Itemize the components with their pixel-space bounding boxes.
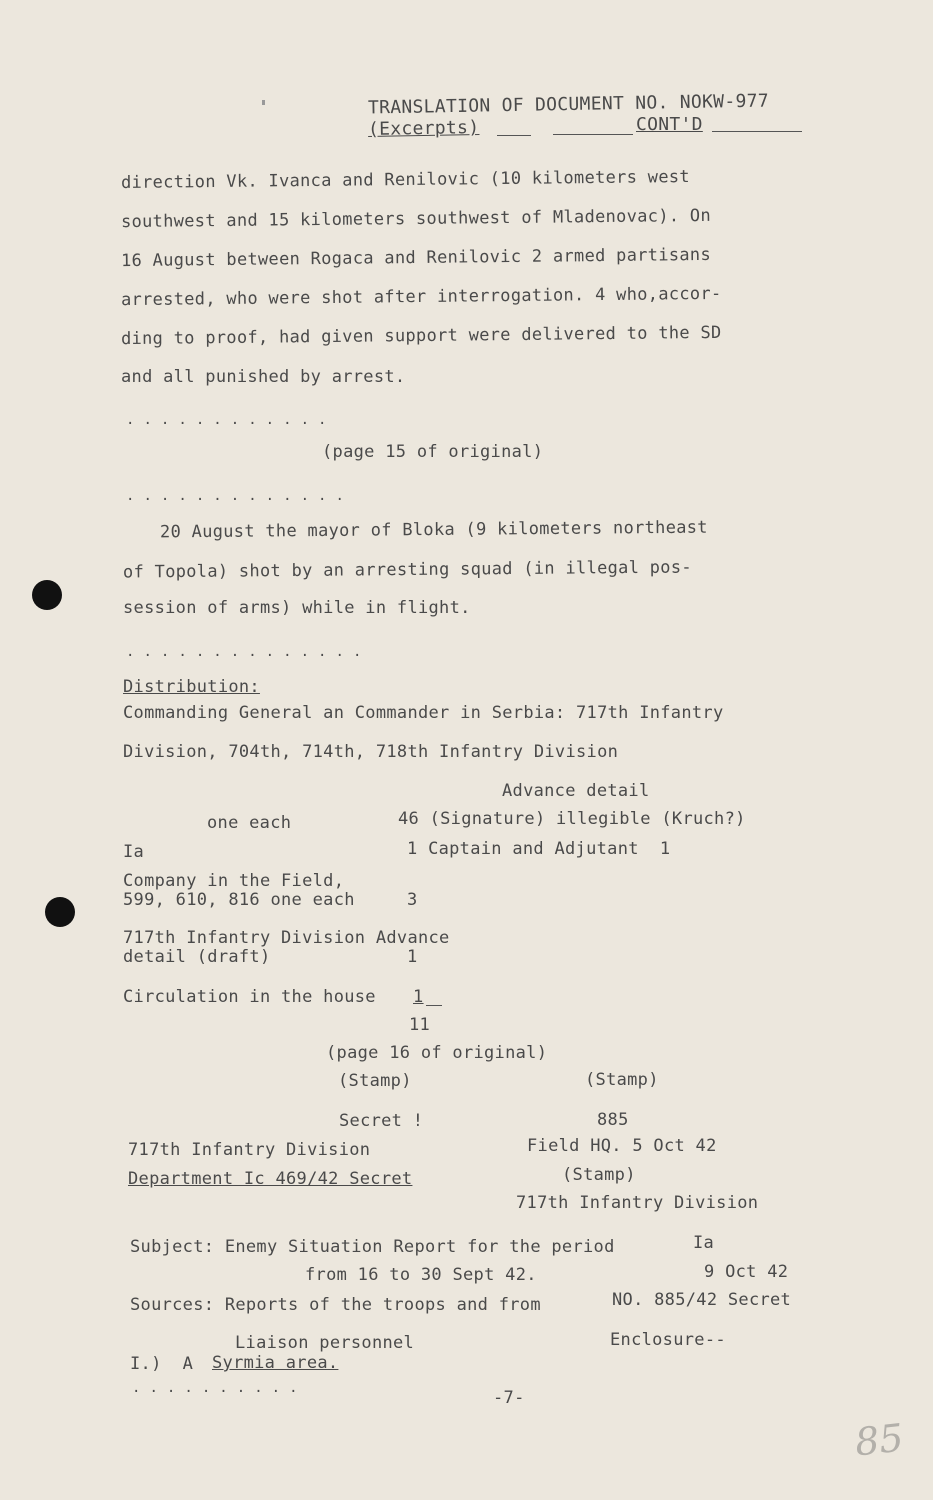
ia-label: Ia <box>123 842 145 862</box>
header-rule-1 <box>497 135 531 136</box>
circulation-count: 1 <box>413 987 424 1007</box>
handwritten-number: 85 <box>852 1415 906 1465</box>
sum-rule <box>426 1005 442 1006</box>
company-line1: Company in the Field, <box>123 871 345 891</box>
page-15-note: (page 15 of original) <box>322 442 544 462</box>
distribution-line1: Commanding General an Commander in Serbia: 717th Infantry <box>123 703 724 723</box>
division-right: 717th Infantry Division <box>516 1193 759 1213</box>
sources-number: NO. 885/42 Secret <box>612 1290 792 1310</box>
page-16-note: (page 16 of original) <box>326 1043 548 1063</box>
ellipsis-dots-4: . . . . . . . . . . <box>132 1380 298 1396</box>
paragraph2-line2: of Topola) shot by an arresting squad (in illegal pos- <box>122 557 692 583</box>
subject-line2: from 16 to 30 Sept 42. <box>305 1265 537 1285</box>
signature-line: 46 (Signature) illegible (Kruch?) <box>398 809 746 829</box>
advance-detail-label: Advance detail <box>502 781 650 801</box>
paper-speck <box>262 100 265 105</box>
paragraph1-line6: and all punished by arrest. <box>121 367 406 387</box>
punch-hole-top <box>32 580 62 610</box>
division-left: 717th Infantry Division <box>128 1140 371 1160</box>
paragraph2-line1: 20 August the mayor of Bloka (9 kilometers northeast <box>159 517 708 543</box>
paragraph1-line1: direction Vk. Ivanca and Renilovic (10 kilometers west <box>120 167 690 193</box>
captain-line: 1 Captain and Adjutant 1 <box>407 839 671 859</box>
stamp-right-2: (Stamp) <box>562 1165 636 1185</box>
one-each-label: one each <box>207 813 292 833</box>
enclosure-label: Enclosure-- <box>610 1330 726 1350</box>
sources-line2: Liaison personnel <box>235 1333 415 1353</box>
ellipsis-dots-2: . . . . . . . . . . . . . <box>126 488 345 504</box>
company-count: 3 <box>407 890 418 910</box>
distribution-line2: Division, 704th, 714th, 718th Infantry Division <box>123 742 619 762</box>
header-rule-2 <box>553 134 633 135</box>
distribution-heading: Distribution: <box>123 677 260 697</box>
stamp-right: (Stamp) <box>585 1070 659 1090</box>
punch-hole-bottom <box>45 897 75 927</box>
paragraph1-line3: 16 August between Rogaca and Renilovic 2 armed partisans <box>120 244 712 272</box>
company-line2: 599, 610, 816 one each <box>123 890 355 910</box>
subject-date: 9 Oct 42 <box>704 1262 789 1282</box>
sources-line1: Sources: Reports of the troops and from <box>130 1295 541 1315</box>
header-rule-3 <box>712 131 802 132</box>
header-title: TRANSLATION OF DOCUMENT NO. NOKW-977 <box>367 90 770 119</box>
distribution-total: 11 <box>409 1015 431 1035</box>
paragraph1-line5: ding to proof, had given support were delivered to the SD <box>120 322 722 350</box>
secret-label: Secret ! <box>339 1111 424 1131</box>
ellipsis-dots-3: . . . . . . . . . . . . . . <box>126 644 362 660</box>
header-contd: CONT'D <box>636 114 703 135</box>
ellipsis-dots-1: . . . . . . . . . . . . <box>126 412 327 428</box>
section-area: Syrmia area. <box>212 1353 339 1373</box>
division-count: 1 <box>407 947 418 967</box>
stamp-left: (Stamp) <box>338 1071 412 1091</box>
division-line1: 717th Infantry Division Advance <box>123 928 450 948</box>
page-number: -7- <box>493 1388 525 1408</box>
header-excerpts: (Excerpts) <box>367 117 480 140</box>
division-line2: detail (draft) <box>123 947 271 967</box>
paragraph1-line2: southwest and 15 kilometers southwest of Mladenovac). On <box>120 205 712 233</box>
section-label: I.) A <box>130 1354 194 1374</box>
number-885: 885 <box>597 1110 629 1130</box>
subject-ia: Ia <box>693 1233 715 1253</box>
paragraph1-line4: arrested, who were shot after interrogation. 4 who,accor- <box>120 283 722 311</box>
subject-line1: Subject: Enemy Situation Report for the period <box>130 1237 615 1257</box>
field-hq: Field HQ. 5 Oct 42 <box>527 1136 717 1156</box>
circulation-line: Circulation in the house <box>123 987 376 1007</box>
department-line: Department Ic 469/42 Secret <box>128 1169 413 1189</box>
paragraph2-line3: session of arms) while in flight. <box>123 598 471 618</box>
